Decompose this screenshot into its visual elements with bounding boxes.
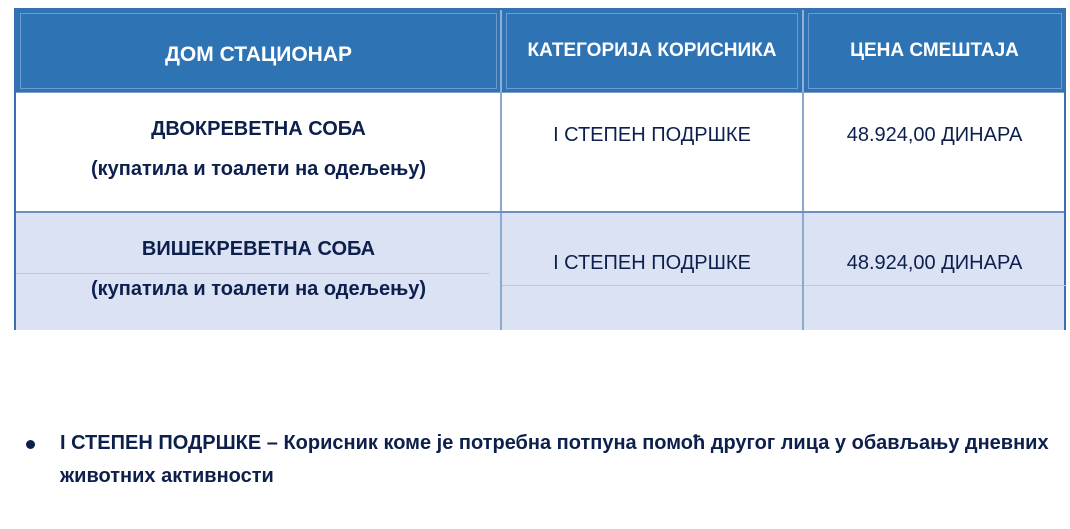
header-cell-category xyxy=(501,10,803,92)
room-type: ВИШЕКРЕВЕТНА СОБА xyxy=(141,238,376,260)
room-type: ДВОКРЕВЕТНА СОБА xyxy=(151,118,366,140)
header-cell-facility xyxy=(16,10,501,92)
footnote-text: I СТЕПЕН ПОДРШКЕ – Корисник коме је потребна потпуна помоћ другог лица у обављању дневних животних активности xyxy=(60,432,1049,487)
category-cell xyxy=(501,93,803,211)
price-cell xyxy=(803,213,1066,330)
table-row xyxy=(16,211,1064,330)
category-value: I СТЕПЕН ПОДРШКЕ xyxy=(553,252,751,274)
header-category-label: КАТЕГОРИЈА КОРИСНИКА xyxy=(527,40,777,61)
room-note: (купатила и тоалети на одељењу) xyxy=(90,278,427,300)
room-cell xyxy=(16,93,501,211)
price-table xyxy=(14,8,1066,330)
price-value: 48.924,00 ДИНАРА xyxy=(846,124,1023,146)
room-cell xyxy=(16,213,501,330)
bullet-icon xyxy=(26,440,35,449)
category-value: I СТЕПЕН ПОДРШКЕ xyxy=(553,124,751,146)
room-note: (купатила и тоалети на одељењу) xyxy=(90,158,427,180)
header-cell-price xyxy=(803,10,1066,92)
price-cell xyxy=(803,93,1066,211)
header-price-label: ЦЕНА СМЕШТАЈА xyxy=(850,40,1019,61)
header-facility-label: ДОМ СТАЦИОНАР xyxy=(164,43,353,66)
category-cell xyxy=(501,213,803,330)
table-row xyxy=(16,92,1064,211)
price-value: 48.924,00 ДИНАРА xyxy=(846,252,1023,274)
table-header-row xyxy=(16,10,1064,92)
